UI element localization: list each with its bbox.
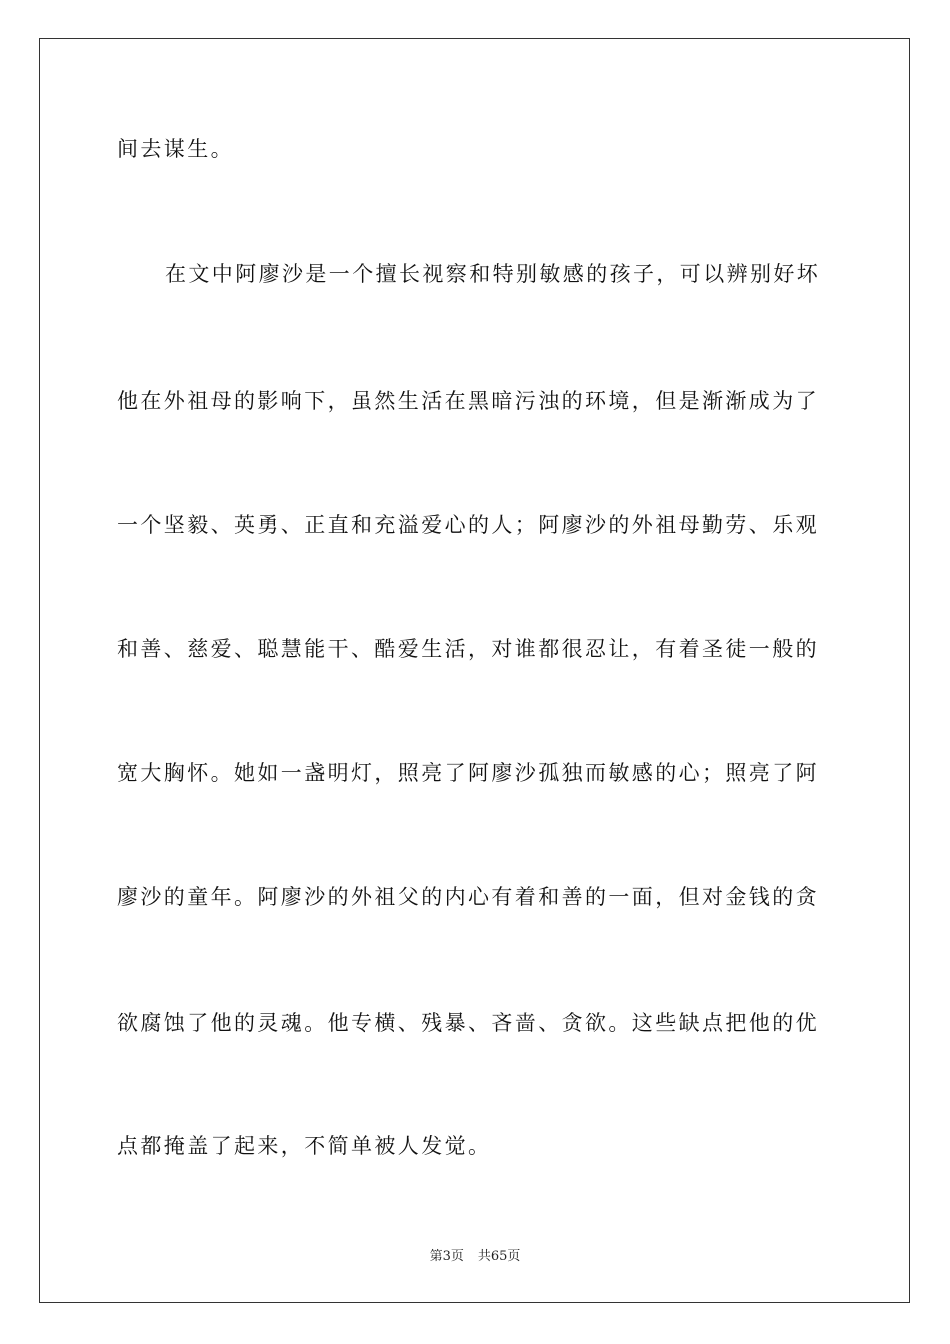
text-line: 间去谋生。 [117, 137, 234, 161]
text-line: 欲腐蚀了他的灵魂。他专横、残暴、吝啬、贪欲。这些缺点把他的优 [117, 1011, 819, 1035]
text-line: 和善、慈爱、聪慧能干、酷爱生活，对谁都很忍让，有着圣徒一般的 [117, 637, 819, 661]
text-line: 一个坚毅、英勇、正直和充溢爱心的人；阿廖沙的外祖母勤劳、乐观 [117, 513, 819, 537]
text-line: 廖沙的童年。阿廖沙的外祖父的内心有着和善的一面，但对金钱的贪 [117, 885, 819, 909]
page-footer [0, 1248, 950, 1266]
text-line: 他在外祖母的影响下，虽然生活在黑暗污浊的环境，但是渐渐成为了 [117, 389, 819, 413]
paragraph-first-line: 在文中阿廖沙是一个擅长视察和特别敏感的孩子，可以辨别好坏 [165, 262, 821, 286]
page-number: 第3页 [429, 1249, 464, 1264]
page-total: 共65页 [477, 1249, 521, 1264]
text-line: 点都掩盖了起来，不简单被人发觉。 [117, 1134, 492, 1158]
page-border [39, 38, 910, 1303]
text-line: 宽大胸怀。她如一盏明灯，照亮了阿廖沙孤独而敏感的心；照亮了阿 [117, 761, 819, 785]
